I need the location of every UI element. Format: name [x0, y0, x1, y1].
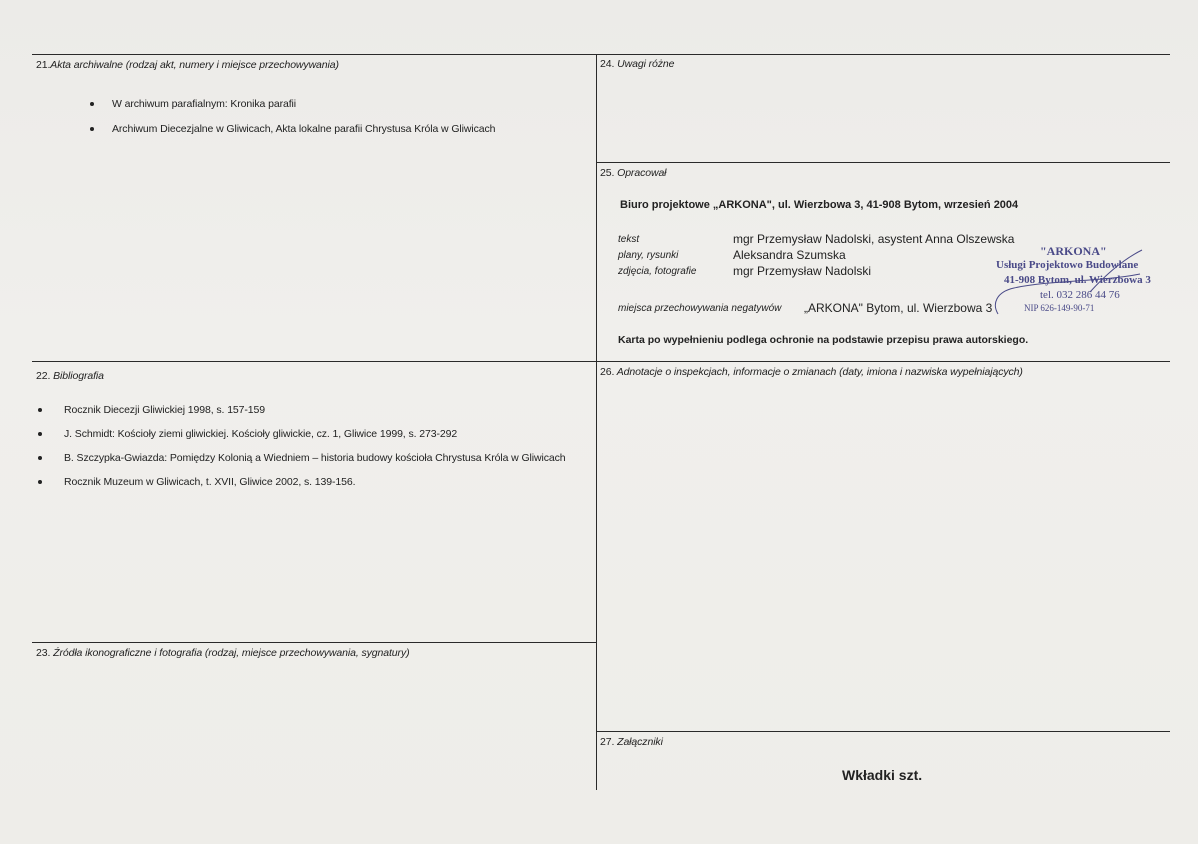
section-26-title: 26. Adnotacje o inspekcjach, informacje o zmianach (daty, imiona i nazwiska wypełniających) — [600, 366, 1023, 378]
rule-center-vertical — [596, 54, 597, 790]
section-21-list — [88, 98, 495, 147]
section-23-title: 23. Źródła ikonograficzne i fotografia (rodzaj, miejsce przechowywania, sygnatury) — [36, 647, 410, 659]
stamp-line-5: NIP 626-149-90-71 — [1024, 303, 1095, 311]
stamp-line-1: "ARKONA" — [1040, 244, 1107, 258]
row-label-text: tekst — [618, 234, 640, 245]
bureau-line: Biuro projektowe „ARKONA", ul. Wierzbowa 3, 41-908 Bytom, wrzesień 2004 — [620, 199, 1019, 211]
section-25-title: 25. Opracował — [600, 167, 667, 179]
negatives-value: „ARKONA" Bytom, ul. Wierzbowa 3 — [804, 301, 993, 315]
rule-27-top — [596, 731, 1170, 732]
list-item: B. Szczypka-Gwiazda: Pomiędzy Kolonią a Wiedniem – historia budowy kościoła Chrystusa Króla w Gliwicach — [36, 452, 566, 464]
stamp-line-2: Usługi Projektowo Budowlane — [996, 259, 1139, 271]
section-24-title: 24. Uwagi różne — [600, 58, 675, 70]
rule-top — [32, 54, 1170, 55]
section-22-title: 22. Bibliografia — [36, 370, 104, 382]
copyright-note: Karta po wypełnieniu podlega ochronie na podstawie przepisu prawa autorskiego. — [618, 334, 1029, 346]
list-item: Rocznik Diecezji Gliwickiej 1998, s. 157-159 — [36, 404, 566, 416]
list-item: J. Schmidt: Kościoły ziemi gliwickiej. Kościoły gliwickie, cz. 1, Gliwice 1999, s. 273-292 — [36, 428, 566, 440]
rule-middle — [32, 361, 1170, 362]
section-21-title: 21.Akta archiwalne (rodzaj akt, numery i miejsce przechowywania) — [36, 59, 339, 71]
list-item: W archiwum parafialnym: Kronika parafii — [88, 98, 495, 110]
row-value-text: mgr Przemysław Nadolski, asystent Anna Olszewska — [733, 232, 1015, 246]
signature-mark — [990, 244, 1170, 320]
list-item: Rocznik Muzeum w Gliwicach, t. XVII, Gliwice 2002, s. 139-156. — [36, 476, 566, 488]
rule-23-top — [32, 642, 596, 643]
rule-25-top — [596, 162, 1170, 163]
section-22-list — [36, 404, 566, 500]
row-value-photos: mgr Przemysław Nadolski — [733, 264, 872, 278]
stamp-line-3: 41-908 Bytom, ul. Wierzbowa 3 — [1004, 274, 1151, 286]
section-27-title: 27. Załączniki — [600, 736, 663, 748]
inserts-count: Wkładki szt. — [842, 767, 923, 783]
row-value-plans: Aleksandra Szumska — [733, 248, 846, 262]
company-stamp — [990, 244, 1170, 320]
negatives-label: miejsca przechowywania negatywów — [618, 303, 782, 314]
row-label-photos: zdjęcia, fotografie — [618, 266, 697, 277]
row-label-plans: plany, rysunki — [618, 250, 679, 261]
list-item: Archiwum Diecezjalne w Gliwicach, Akta lokalne parafii Chrystusa Króla w Gliwicach — [88, 123, 495, 135]
stamp-line-4: tel. 032 286 44 76 — [1040, 289, 1120, 301]
